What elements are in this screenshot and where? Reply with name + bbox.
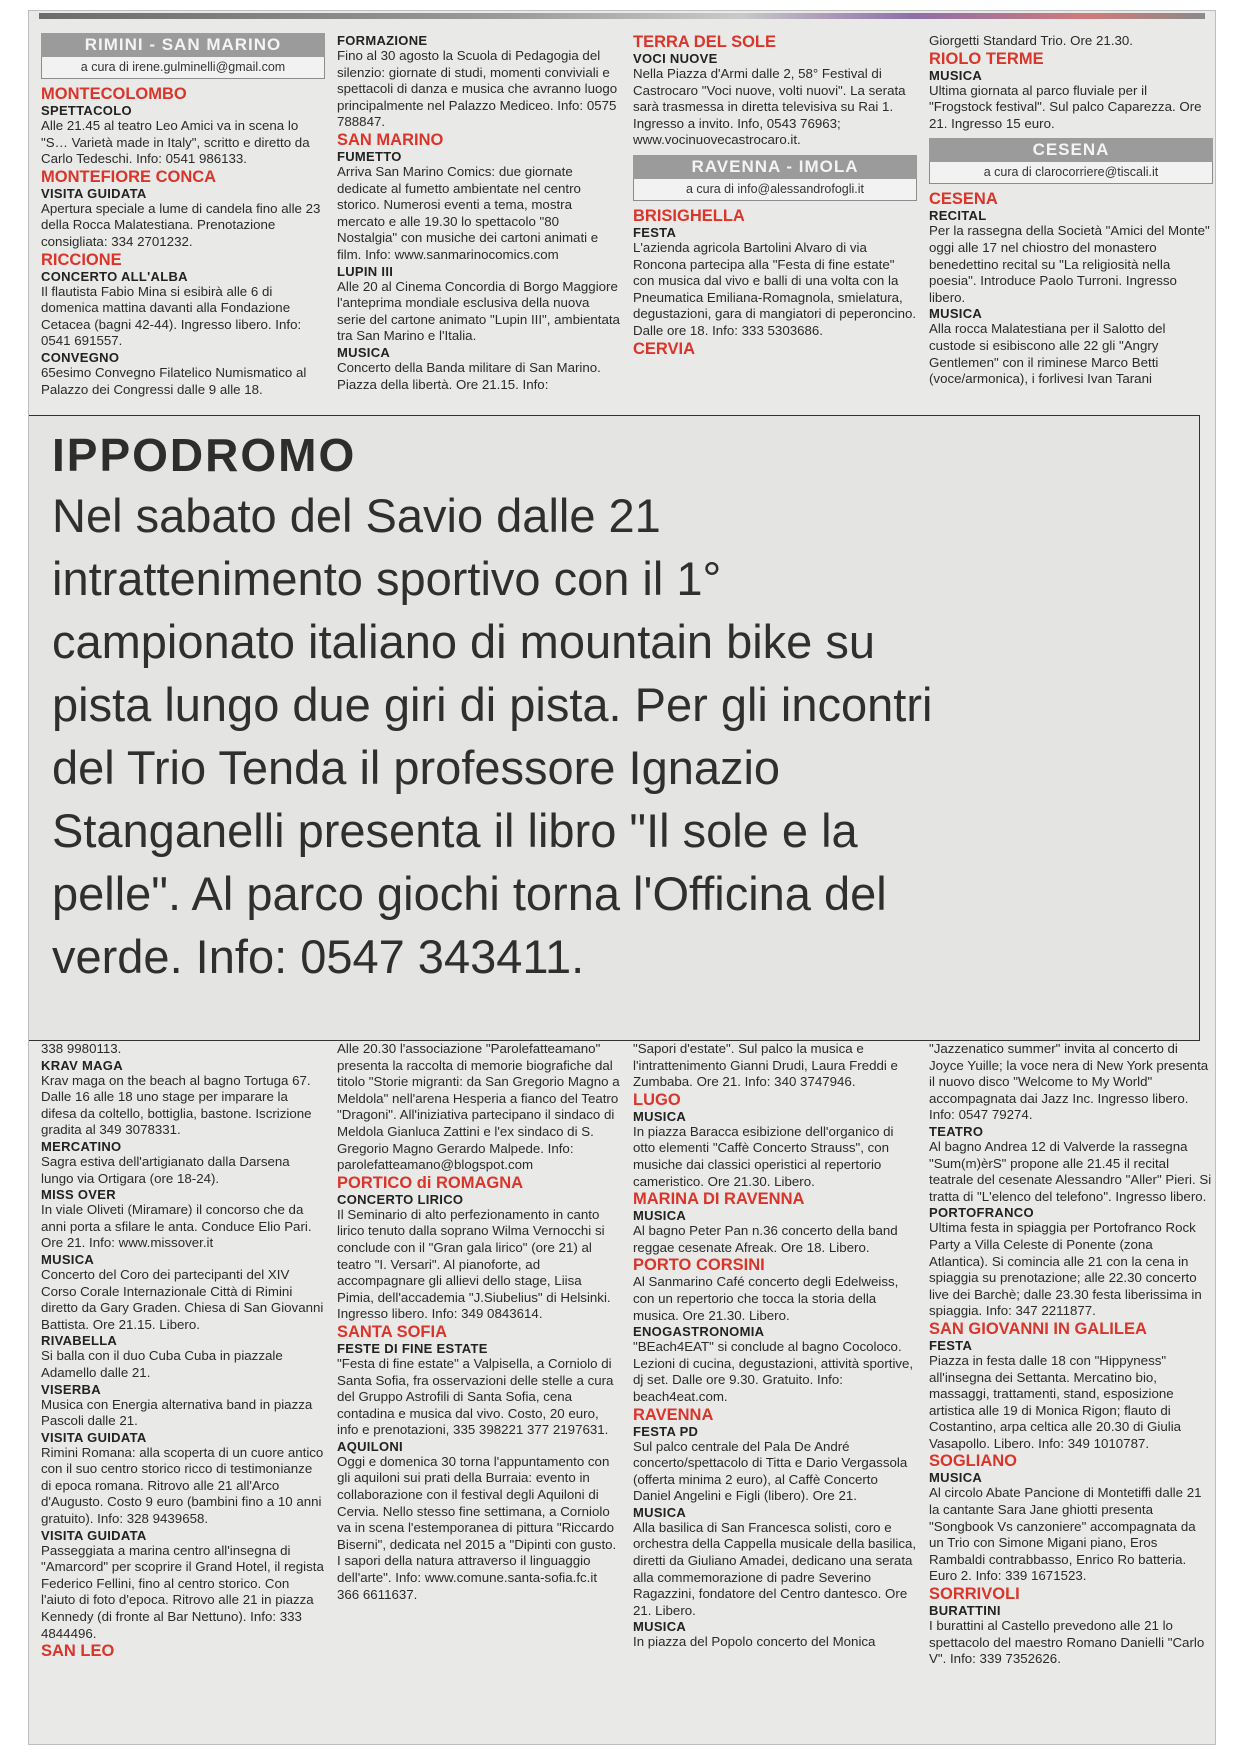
town-heading: MONTEFIORE CONCA bbox=[41, 167, 217, 186]
section-header-ravenna bbox=[633, 155, 917, 201]
event-item bbox=[337, 33, 621, 131]
event-description: Alle 20.30 l'associazione "Parolefatteamano" presenta la raccolta di memorie biografiche dal titolo "Storie migranti: da San Gregorio Magno a Meldola" nell'arena Hesperia a fianco del Teatro "Dragoni". All'iniziativa partecipano il sindaco di Meldola Gianluca Zattini e l'ex sindaco di S. Gregorio Magno Gerardo Malpede. Info: parolefatteamano@blogspot.com bbox=[337, 1041, 620, 1173]
event-category: RECITAL bbox=[929, 208, 987, 224]
event-description: Sul palco centrale del Pala De André concerto/spettacolo di Titta e Dario Vergassola (offerta minima 2 euro), al Caffè Concerto Daniel Angelini e Figli (libero). Ore 21. bbox=[633, 1438, 908, 1504]
newspaper-page bbox=[28, 10, 1216, 1745]
event-description: Si balla con il duo Cuba Cuba in piazzale Adamello dalle 21. bbox=[41, 1348, 283, 1380]
event-item bbox=[929, 1124, 1213, 1205]
event-description: 65esimo Convegno Filatelico Numismatico al Palazzo dei Congressi dalle 9 alle 18. bbox=[41, 364, 307, 397]
event-category: CONCERTO LIRICO bbox=[337, 1191, 464, 1207]
section-header-rimini bbox=[41, 33, 325, 79]
event-description: Alle 20 al Cinema Concordia di Borgo Maggiore l'anteprima mondiale esclusiva della nuova serie del cartone animato "Lupin III", ambientata tra San Marino e l'Italia. bbox=[337, 278, 620, 344]
event-category: RIVABELLA bbox=[41, 1333, 118, 1349]
town-heading: TERRA DEL SOLE bbox=[633, 33, 777, 51]
event-item bbox=[41, 1187, 325, 1252]
event-item bbox=[41, 1252, 325, 1333]
event-item bbox=[337, 1439, 621, 1603]
town-heading: CESENA bbox=[929, 190, 998, 209]
event-item bbox=[41, 1058, 325, 1139]
event-description: Per la rassegna della Società "Amici del Monte" oggi alle 17 nel chiostro del monastero benedettino recital su "La religiosità nella poesia". Introduce Paolo Turroni. Ingresso libero. bbox=[929, 223, 1210, 305]
town-heading: PORTO CORSINI bbox=[633, 1256, 765, 1275]
featured-body bbox=[52, 484, 1152, 988]
event-description: "Jazzenatico summer" invita al concerto di Joyce Yuille; la voce nera di New York presenta il nuovo disco "Welcome to My World" accompagnata dai Jazz Inc. Ingresso libero. Info: 0547 79274. bbox=[929, 1041, 1209, 1123]
event-description: Alle 21.45 al teatro Leo Amici va in scena lo "S… Varietà made in Italy", scritto e diretto da Carlo Tedeschi. Info: 0541 986133. bbox=[41, 118, 310, 167]
event-description: Musica con Energia alternativa band in piazza Pascoli dalle 21. bbox=[41, 1396, 313, 1429]
event-category: MUSICA bbox=[633, 1619, 687, 1635]
event-category: MUSICA bbox=[929, 306, 983, 322]
event-description: In viale Oliveti (Miramare) il concorso che da anni porta a sfilare le anta. Conduce Elio Pari. Ore 21. Info: www.missover.it bbox=[41, 1202, 312, 1251]
event-description: Nella Piazza d'Armi dalle 2, 58° Festival di Castrocaro "Voci nuove, volti nuovi". La serata sarà trasmessa in diretta televisiva su Rai 1. Ingresso a invito. Info, 0543 76963; www.vocinuovecastrocaro.it. bbox=[633, 66, 906, 148]
event-item bbox=[337, 264, 621, 345]
event-category: KRAV MAGA bbox=[41, 1057, 123, 1073]
section-contact: a cura di info@alessandrofogli.it bbox=[633, 179, 917, 201]
event-description: Giorgetti Standard Trio. Ore 21.30. bbox=[929, 33, 1133, 48]
event-item bbox=[929, 1041, 1213, 1124]
event-description: Ultima festa in spiaggia per Portofranco Rock Party a Villa Celeste di Ponente (zona Atlantica). Si comincia alle 21 con la cena in spiaggia su prenotazione; alle 22.30 concerto live dei Barchè; dalle 23.30 festa liberissima in spiaggia. Info: 347 2211877. bbox=[929, 1220, 1202, 1319]
event-description: Alla rocca Malatestiana per il Salotto del custode si esibiscono alle 22 gli "Angry Gentlemen" con il riminese Marco Betti (voce/armonica), i forlivesi Ivan Tarani bbox=[929, 321, 1166, 387]
column-2-bottom bbox=[337, 1041, 621, 1721]
section-header-cesena bbox=[929, 138, 1213, 184]
event-item bbox=[41, 350, 325, 398]
featured-line: intrattenimento sportivo con il 1° bbox=[52, 552, 722, 605]
event-description: Arriva San Marino Comics: due giornate dedicate al fumetto ambientate nel centro storico. Numerosi eventi a tema, mostra mercato e alle 19.30 lo spettacolo "80 Nostalgia" con musiche dei cartoni animati e film. Info: www.sanmarinocomics.com bbox=[337, 163, 599, 262]
town-heading: SANTA SOFIA bbox=[337, 1322, 447, 1341]
town-heading: LUGO bbox=[633, 1090, 681, 1109]
event-item bbox=[929, 1585, 1213, 1668]
featured-line: campionato italiano di mountain bike su bbox=[52, 615, 876, 668]
event-description: Ultima giornata al parco fluviale per il "Frogstock festival". Sul palco Caparezza. Ore 21. Ingresso 15 euro. bbox=[929, 82, 1202, 131]
event-category: SPETTACOLO bbox=[41, 103, 132, 118]
event-category: MISS OVER bbox=[41, 1187, 116, 1203]
event-category: PORTOFRANCO bbox=[929, 1205, 1034, 1221]
featured-line: verde. Info: 0547 343411. bbox=[52, 930, 585, 983]
event-description: In piazza Baracca esibizione dell'organico di otto elementi "Caffè Concerto Strauss", con musiche dai classici operistici al repertorio cameristico. Ore 21.30. Libero. bbox=[633, 1123, 894, 1189]
event-list bbox=[41, 1041, 325, 1660]
event-item bbox=[41, 1528, 325, 1643]
event-item bbox=[633, 1619, 917, 1651]
event-item bbox=[633, 207, 917, 340]
event-item bbox=[929, 1452, 1213, 1585]
event-item bbox=[337, 131, 621, 264]
event-description: Fino al 30 agosto la Scuola di Pedagogia del silenzio: giornate di studi, momenti conviviali e spettacoli di danza e musica che avranno luogo principalmente nel Palazzo Mediceo. Info: 0575 788847. bbox=[337, 48, 618, 130]
featured-title: IPPODROMO bbox=[52, 429, 357, 481]
event-category: VISERBA bbox=[41, 1381, 101, 1397]
event-description: I burattini al Castello prevedono alle 21 lo spettacolo del maestro Romano Danielli "Carlo V". Info: 339 7352626. bbox=[929, 1618, 1205, 1667]
event-item bbox=[929, 190, 1213, 306]
town-heading: RIOLO TERME bbox=[929, 49, 1044, 68]
color-strip bbox=[39, 13, 1205, 19]
event-list bbox=[929, 33, 1213, 132]
event-category: MUSICA bbox=[633, 1108, 687, 1124]
event-description: Piazza in festa dalle 18 con "Hippyness" all'insegna dei Settanta. Mercatino bio, massaggi, trattamenti, stand, esposizione artistica alle 19 di Monica Rigon; flauto di Costantino, arpa celtica alle 20.30 di Giulia Vasapollo. Libero. Info: 349 1010787. bbox=[929, 1352, 1182, 1451]
event-description: "BEach4EAT" si conclude al bagno Cocoloco. Lezioni di cucina, degustazioni, attività sportive, dj set. Dalle ore 9.30. Gratuito. Info: beach4eat.com. bbox=[633, 1339, 914, 1404]
event-description: In piazza del Popolo concerto del Monica bbox=[633, 1634, 876, 1650]
event-description: Sagra estiva dell'artigianato dalla Darsena lungo via Ortigara (ore 18-24). bbox=[41, 1153, 290, 1186]
column-1-bottom bbox=[41, 1041, 325, 1721]
event-category: MUSICA bbox=[929, 67, 983, 83]
event-category: BURATTINI bbox=[929, 1603, 1001, 1619]
event-list bbox=[633, 33, 917, 149]
event-item bbox=[929, 1320, 1213, 1453]
event-description: Oggi e domenica 30 torna l'appuntamento con gli aquiloni sui prati della Burraia: evento in collaborazione con il festival degli Aquiloni di Cervia. Nello stesso fine settimana, a Corniolo va in scena l'estemporanea di pittura "Riccardo Biserni", dedicata nel 2015 a "Dipinti con gusto. I sapori della natura attraverso il linguaggio dell'arte". Info: www.comune.santa-sofia.fc.it 366 6611637. bbox=[337, 1453, 617, 1602]
event-category: CONCERTO ALL'ALBA bbox=[41, 268, 188, 284]
event-item bbox=[929, 1205, 1213, 1320]
event-item bbox=[633, 1505, 917, 1620]
event-category: VISITA GUIDATA bbox=[41, 1527, 147, 1543]
event-category: FORMAZIONE bbox=[337, 33, 428, 48]
event-item bbox=[633, 1041, 917, 1091]
featured-line: Nel sabato del Savio dalle 21 bbox=[52, 489, 661, 542]
event-category: MUSICA bbox=[633, 1208, 687, 1224]
event-item bbox=[633, 1091, 917, 1190]
event-item bbox=[41, 1041, 325, 1058]
column-3-bottom bbox=[633, 1041, 917, 1721]
event-item bbox=[41, 85, 325, 168]
featured-line: pista lungo due giri di pista. Per gli incontri bbox=[52, 678, 933, 731]
event-category: TEATRO bbox=[929, 1123, 984, 1139]
event-item bbox=[337, 1174, 621, 1323]
event-item bbox=[633, 1406, 917, 1505]
event-item bbox=[929, 50, 1213, 133]
section-contact: a cura di irene.gulminelli@gmail.com bbox=[41, 57, 325, 79]
event-item bbox=[633, 1256, 917, 1324]
event-category: FUMETTO bbox=[337, 148, 402, 164]
event-category: FESTE DI FINE ESTATE bbox=[337, 1340, 488, 1356]
event-item bbox=[337, 1041, 621, 1174]
event-description: Al Sanmarino Café concerto degli Edelweiss, con un repertorio che tocca la storia della musica. Ore 21.30. Libero. bbox=[633, 1274, 899, 1323]
town-heading: BRISIGHELLA bbox=[633, 206, 745, 225]
event-list bbox=[337, 33, 621, 393]
town-heading: SAN MARINO bbox=[337, 130, 444, 149]
section-title: RIMINI - SAN MARINO bbox=[41, 33, 325, 57]
event-description: Al circolo Abate Pancione di Montetiffi dalle 21 la cantante Sara Jane ghiotti presenta "Songbook Vs canzoniere" accompagnata da un Trio con Simone Migani piano, Eros Rambaldi contrabbasso, Enrico Ro batteria. Euro 2. Info: 339 1671523. bbox=[929, 1485, 1202, 1584]
event-category: AQUILONI bbox=[337, 1438, 403, 1454]
event-description: Alla basilica di San Francesca solisti, coro e orchestra della Cappella musicale della basilica, diretti da Giuliano Amadei, dedicano una serata alla commemorazione di padre Severino Ragazzini, fondatore del Centro dantesco. Ore 21. Libero. bbox=[633, 1519, 917, 1618]
column-4-bottom bbox=[929, 1041, 1213, 1721]
event-list bbox=[929, 1041, 1213, 1668]
event-description: Krav maga on the beach al bagno Tortuga 67. Dalle 16 alle 18 uno stage per imparare la difesa da coltello, bottiglia, bastone. Iscrizione gradita al 349 3078331. bbox=[41, 1072, 312, 1138]
event-description: Al bagno Peter Pan n.36 concerto della band reggae cesenate Afreak. Ore 18. Libero. bbox=[633, 1223, 898, 1255]
featured-line: Stanganelli presenta il libro "Il sole e la bbox=[52, 804, 858, 857]
event-item bbox=[41, 1430, 325, 1528]
section-contact: a cura di clarocorriere@tiscali.it bbox=[929, 162, 1213, 184]
event-description: Apertura speciale a lume di candela fino alle 23 della Rocca Malatestiana. Prenotazione consigliata: 334 2701232. bbox=[41, 200, 321, 249]
town-heading: MONTECOLOMBO bbox=[41, 85, 187, 103]
event-list bbox=[633, 207, 917, 358]
event-description: L'azienda agricola Bartolini Alvaro di via Roncona partecipa alla "Festa di fine estate" con musica dal vivo e balli di una volta con la Pneumatica Emiliana-Romagnola, smielatura, degustazioni, gara di mangiatori di peperoncino. Dalle ore 18. Info: 333 5303686. bbox=[633, 239, 917, 338]
town-heading: RAVENNA bbox=[633, 1405, 714, 1424]
event-category: ENOGASTRONOMIA bbox=[633, 1324, 765, 1340]
town-heading: MARINA DI RAVENNA bbox=[633, 1190, 805, 1209]
event-description: 338 9980113. bbox=[41, 1041, 122, 1056]
town-heading: SORRIVOLI bbox=[929, 1585, 1020, 1604]
town-heading: SAN LEO bbox=[41, 1642, 115, 1661]
town-heading: CERVIA bbox=[633, 339, 696, 358]
event-description: "Festa di fine estate" a Valpisella, a Corniolo di Santa Sofia, fra osservazioni delle stelle a cura del Gruppo Astrofili di Santa Sofia, cena contadina e musica dal vivo. Costo, 20 euro, info e prenotazioni, 335 398221 377 2197631. bbox=[337, 1355, 614, 1438]
event-description: "Sapori d'estate". Sul palco la musica e l'intrattenimento Gianni Drudi, Laura Freddi e Zumbaba. Ore 21. Info: 340 3747946. bbox=[633, 1041, 898, 1090]
town-heading: SOGLIANO bbox=[929, 1452, 1018, 1471]
event-category: FESTA PD bbox=[633, 1423, 699, 1439]
town-heading: PORTICO di ROMAGNA bbox=[337, 1173, 524, 1192]
event-description: Concerto della Banda militare di San Marino. Piazza della libertà. Ore 21.15. Info: bbox=[337, 359, 601, 392]
event-item bbox=[633, 33, 917, 149]
event-category: FESTA bbox=[929, 1337, 973, 1353]
event-item bbox=[929, 306, 1213, 387]
town-heading: RICCIONE bbox=[41, 250, 122, 269]
event-item bbox=[41, 251, 325, 350]
event-category: MUSICA bbox=[337, 344, 391, 360]
event-list bbox=[633, 1041, 917, 1651]
event-description: Il Seminario di alto perfezionamento in canto lirico tenuto dalla soprano Wilma Vernocchi si conclude con il "Gran gala lirico" (ore 21) al teatro "I. Versari". Al pianoforte, ad accompagnare gli allievi dello stage, Liisa Pimia, dell'accademia "J.Siubelius" di Helsinki. Ingresso libero. Info: 349 0843614. bbox=[337, 1206, 611, 1322]
event-item bbox=[929, 33, 1213, 50]
event-category: MUSICA bbox=[929, 1470, 983, 1486]
event-list bbox=[41, 85, 325, 398]
event-description: Rimini Romana: alla scoperta di un cuore antico con il suo centro storico ricco di testimonianze di epoca romana. Ritrovo alle 21 all'Arco d'Augusto. Costo 9 euro (bambini fino a 10 anni gratuito). Info: 328 9439658. bbox=[41, 1444, 324, 1527]
section-title: RAVENNA - IMOLA bbox=[633, 155, 917, 179]
event-category: LUPIN III bbox=[337, 263, 394, 279]
featured-line: del Trio Tenda il professore Ignazio bbox=[52, 741, 781, 794]
event-item bbox=[41, 1139, 325, 1187]
town-heading: SAN GIOVANNI IN GALILEA bbox=[929, 1319, 1147, 1338]
event-category: VISITA GUIDATA bbox=[41, 1429, 147, 1445]
section-title: CESENA bbox=[929, 138, 1213, 162]
featured-ippodromo-box bbox=[28, 415, 1200, 1041]
event-item bbox=[41, 1642, 325, 1660]
event-item bbox=[337, 1323, 621, 1439]
event-category: CONVEGNO bbox=[41, 349, 120, 365]
event-item bbox=[633, 1324, 917, 1405]
event-description: Al bagno Andrea 12 di Valverde la rassegna "Sum(m)èrS" propone alle 21.45 il recital teatrale del cesenate Alessandro "Aller" Pieri. Si tratta di "L'elenco del telefono". Ingresso libero. bbox=[929, 1138, 1212, 1204]
event-category: VISITA GUIDATA bbox=[41, 185, 147, 201]
event-description: Concerto del Coro dei partecipanti del XIV Corso Corale Internazionale Città di Rimini diretto da Gary Graden. Chiesa di San Giovanni Battista. Ore 21.15. Libero. bbox=[41, 1266, 324, 1332]
event-item bbox=[633, 1190, 917, 1256]
featured-line: pelle". Al parco giochi torna l'Officina del bbox=[52, 867, 887, 920]
event-category: MERCATINO bbox=[41, 1138, 122, 1154]
event-description: Il flautista Fabio Mina si esibirà alle 6 di domenica mattina davanti alla Fondazione Cetacea (bagni 42-44). Ingresso libero. Info: 0541 691557. bbox=[41, 283, 302, 349]
event-item bbox=[337, 345, 621, 393]
event-category: VOCI NUOVE bbox=[633, 51, 718, 66]
event-item bbox=[633, 340, 917, 358]
event-item bbox=[41, 1333, 325, 1381]
event-item bbox=[41, 1382, 325, 1430]
event-description: Passeggiata a marina centro all'insegna di "Amarcord" per scoprire il Grand Hotel, il regista Federico Fellini, fino al centro storico. Con l'aiuto di foto d'epoca. Ritrovo alle 21 in piazza Kennedy (di fronte al Bar Nettuno). Info: 333 4844496. bbox=[41, 1542, 324, 1641]
event-list bbox=[929, 190, 1213, 387]
event-category: FESTA bbox=[633, 224, 677, 240]
event-list bbox=[337, 1041, 621, 1603]
event-item bbox=[41, 168, 325, 251]
event-category: MUSICA bbox=[633, 1504, 687, 1520]
event-category: MUSICA bbox=[41, 1251, 95, 1267]
